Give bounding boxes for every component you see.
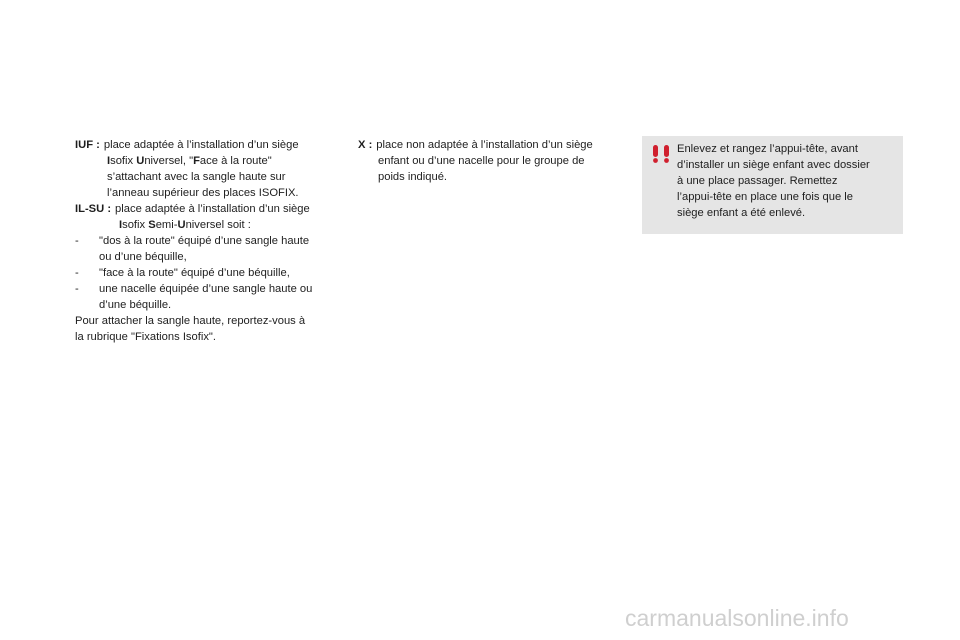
iuf-text-line1: place adaptée à l’installation d’un siège	[103, 139, 299, 151]
x-text-line2: enfant ou d’une nacelle pour le groupe de	[378, 155, 585, 167]
bullet-item-1-text	[99, 233, 309, 265]
middle-column	[358, 137, 622, 185]
footer-line2: la rubrique "Fixations Isofix".	[75, 331, 217, 343]
bullet-item-2	[75, 265, 343, 281]
ilsu-text-line1: place adaptée à l’installation d’un siège	[115, 203, 310, 215]
x-term: X :	[358, 139, 373, 151]
warning-text	[677, 141, 899, 221]
bullet-item-1-line2: ou d’une béquille,	[99, 251, 187, 263]
x-definition	[358, 137, 622, 153]
iuf-text-line2	[75, 153, 343, 169]
ilsu-text-line2	[75, 217, 343, 233]
x-text-line3: poids indiqué.	[378, 171, 448, 183]
watermark: carmanualsonline.info	[625, 605, 849, 631]
iuf-initial-i: I	[107, 155, 111, 167]
iuf-text-line3: s’attachant avec la sangle haute sur	[107, 171, 286, 183]
footer-line1: Pour attacher la sangle haute, reportez-vous à	[75, 315, 306, 327]
bullet-dash: -	[75, 283, 79, 295]
bullet-item-3-line2: d’une béquille.	[99, 299, 172, 311]
ilsu-word-emi: emi-	[155, 219, 178, 231]
iuf-text-line4: l’anneau supérieur des places ISOFIX.	[107, 187, 299, 199]
bullet-item-2-line1: "face à la route" équipé d’une béquille,	[99, 267, 290, 279]
warning-line5: siège enfant a été enlevé.	[677, 207, 806, 219]
bullet-item-3	[75, 281, 343, 313]
iuf-word-sofix: sofix	[110, 155, 137, 167]
warning-line4: l’appui-tête en place une fois que le	[677, 191, 854, 203]
warning-line2: d’installer un siège enfant avec dossier	[677, 159, 870, 171]
bullet-item-3-text	[99, 281, 312, 313]
ilsu-definition	[75, 201, 343, 217]
bullet-dash: -	[75, 267, 79, 279]
bullet-item-1	[75, 233, 343, 265]
ilsu-initial-s: S	[148, 219, 156, 231]
bullet-item-1-line1: "dos à la route" équipé d’une sangle haute	[99, 235, 310, 247]
ilsu-initial-u: U	[177, 219, 186, 231]
warning-exclamation-icon	[651, 145, 673, 163]
iuf-initial-u: U	[136, 155, 145, 167]
warning-line3: à une place passager. Remettez	[677, 175, 838, 187]
ilsu-word-niversel: niversel soit :	[185, 219, 251, 231]
iuf-definition	[75, 137, 343, 153]
warning-line1: Enlevez et rangez l’appui-tête, avant	[677, 143, 858, 155]
bullet-item-3-line1: une nacelle équipée d’une sangle haute ou	[99, 283, 313, 295]
left-column	[75, 137, 343, 345]
ilsu-term: IL-SU :	[75, 203, 112, 215]
iuf-word-ace: ace à la route"	[199, 155, 272, 167]
iuf-term: IUF :	[75, 139, 100, 151]
x-text-line1: place non adaptée à l’installation d’un siège	[376, 139, 593, 151]
bullet-dash: -	[75, 235, 79, 247]
ilsu-word-sofix: sofix	[122, 219, 149, 231]
iuf-word-niversel: niversel, "	[144, 155, 194, 167]
iuf-initial-f: F	[193, 155, 200, 167]
ilsu-initial-i: I	[119, 219, 123, 231]
warning-box	[642, 136, 903, 234]
